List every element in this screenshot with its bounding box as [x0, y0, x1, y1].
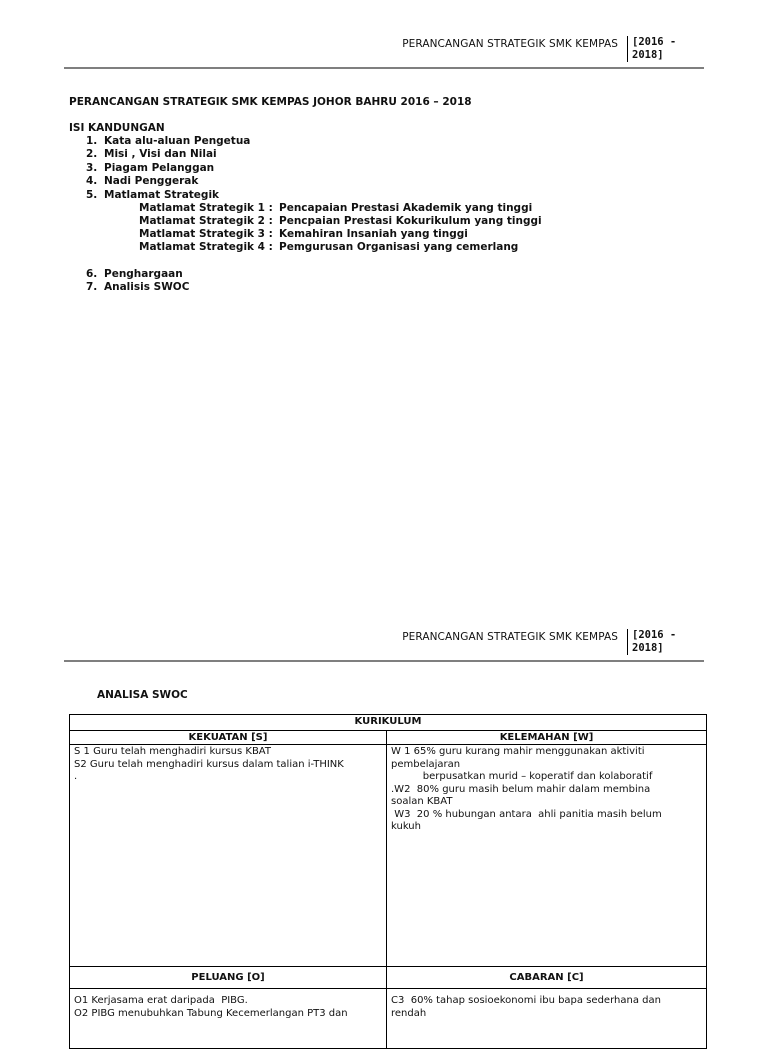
strength-item: . — [74, 771, 78, 782]
header-years-line1: [2016 - — [632, 629, 677, 641]
header-years — [627, 629, 709, 655]
swoc-section-title: ANALISA SWOC — [97, 689, 188, 701]
header-title: PERANCANGAN STRATEGIK SMK KEMPAS — [402, 38, 618, 50]
challenge-item: rendah — [391, 1007, 427, 1019]
header-years — [627, 36, 709, 62]
toc-item: 2. Misi , Visi dan Nilai — [86, 148, 217, 161]
toc-heading: ISI KANDUNGAN — [69, 122, 165, 134]
opportunities-heading: PELUANG [O] — [70, 967, 387, 989]
weaknesses-heading: KELEMAHAN [W] — [387, 731, 707, 745]
opportunity-item: O1 Kerjasama erat daripada PIBG. — [74, 995, 248, 1006]
strengths-cell — [70, 745, 387, 967]
sw-head-row — [70, 731, 707, 745]
weakness-item: .W2 80% guru masih belum mahir dalam membina — [391, 783, 651, 795]
toc-list — [86, 135, 250, 202]
opportunities-cell — [70, 989, 387, 1049]
oc-body-row — [70, 989, 707, 1049]
toc-item: 1. Kata alu-aluan Pengetua — [86, 135, 251, 147]
opportunity-item: O2 PIBG menubuhkan Tabung Kecemerlangan PT3 dan — [74, 1007, 348, 1019]
weakness-item: W3 20 % hubungan antara ahli panitia masih belum — [391, 808, 662, 820]
document-title: PERANCANGAN STRATEGIK SMK KEMPAS JOHOR BAHRU 2016 – 2018 — [69, 96, 472, 108]
toc-list-tail — [86, 268, 189, 295]
weaknesses-cell — [387, 745, 707, 967]
strengths-heading: KEKUATAN [S] — [70, 731, 387, 745]
toc-item: 3. Piagam Pelanggan — [86, 161, 215, 174]
category-row — [70, 715, 707, 731]
header-rule — [64, 660, 704, 662]
header-rule — [64, 67, 704, 69]
header-years-line1: [2016 - — [632, 36, 677, 48]
challenge-item: C3 60% tahap sosioekonomi ibu bapa sederhana dan — [391, 995, 661, 1006]
weakness-item: W 1 65% guru kurang mahir menggunakan aktiviti — [391, 746, 645, 757]
weakness-item: pembelajaran — [391, 758, 461, 770]
toc-item: 7. Analisis SWOC — [86, 281, 190, 294]
weakness-item: berpusatkan murid – koperatif dan kolaboratif — [391, 771, 653, 782]
sw-body-row — [70, 745, 707, 967]
strength-item: S2 Guru telah menghadiri kursus dalam talian i-THINK — [74, 758, 344, 770]
header-title: PERANCANGAN STRATEGIK SMK KEMPAS — [402, 631, 618, 643]
weakness-item: soalan KBAT — [391, 796, 453, 807]
header-years-line2: 2018] — [632, 642, 664, 654]
toc-item: 6. Penghargaan — [86, 268, 183, 280]
oc-head-row — [70, 967, 707, 989]
swoc-table — [69, 714, 707, 1049]
toc-item: 5. Matlamat Strategik — [86, 188, 220, 201]
challenges-heading: CABARAN [C] — [387, 967, 707, 989]
strength-item: S 1 Guru telah menghadiri kursus KBAT — [74, 746, 271, 757]
challenges-cell — [387, 989, 707, 1049]
weakness-item: kukuh — [391, 821, 421, 832]
toc-item: 4. Nadi Penggerak — [86, 175, 199, 188]
category-label: KURIKULUM — [70, 715, 707, 731]
header-years-line2: 2018] — [632, 49, 664, 61]
